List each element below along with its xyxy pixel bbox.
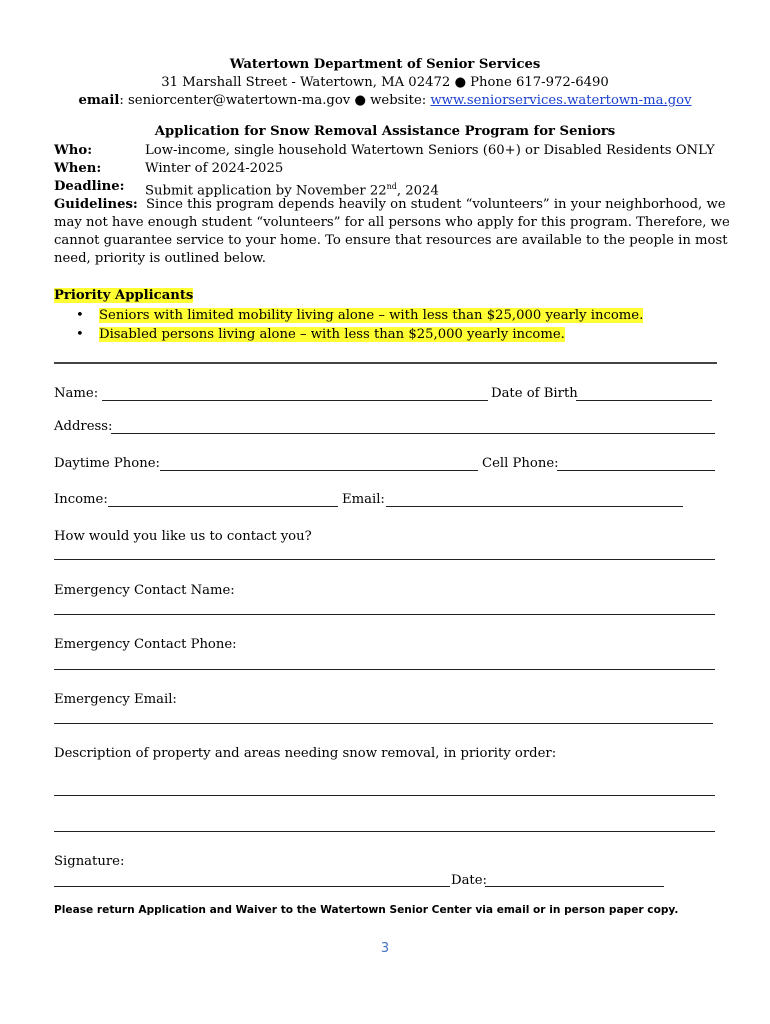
signature-input-line[interactable] [54, 886, 450, 887]
email-and-website-text: : seniorcenter@watertown-ma.gov ● website: [119, 93, 431, 108]
section-divider [54, 362, 717, 364]
org-name: Watertown Department of Senior Services [229, 57, 541, 72]
deadline-ordinal-suffix: nd [386, 182, 397, 191]
description-input-line-1[interactable] [54, 795, 715, 796]
daytime-phone-input-line[interactable] [160, 470, 478, 471]
emergency-contact-phone-label: Emergency Contact Phone: [54, 637, 237, 652]
emergency-contact-phone-input-line[interactable] [54, 669, 715, 670]
dob-label: Date of Birth [491, 386, 578, 401]
emergency-email-input-line[interactable] [54, 723, 713, 724]
name-label: Name: [54, 386, 99, 401]
org-address-line: 31 Marshall Street - Watertown, MA 02472 ● Phone 617-972-6490 [161, 75, 609, 90]
address-label: Address: [54, 419, 113, 434]
bullet-icon: • [76, 327, 84, 342]
return-instructions: Please return Application and Waiver to the Watertown Senior Center via email or in person paper copy. [54, 904, 679, 916]
emergency-contact-name-input-line[interactable] [54, 614, 715, 615]
priority-item-text: Seniors with limited mobility living alone – with less than $25,000 yearly income. [99, 308, 644, 323]
deadline-date-text: Submit application by November 22 [145, 183, 387, 199]
dob-input-line[interactable] [576, 400, 712, 401]
description-input-line-2[interactable] [54, 831, 715, 832]
address-input-line[interactable] [111, 433, 715, 434]
priority-item [70, 325, 643, 344]
page-number: 3 [380, 941, 390, 956]
priority-item-text: Disabled persons living alone – with less than $25,000 yearly income. [99, 327, 565, 342]
guidelines-line-1: Since this program depends heavily on student “volunteers” in your neighborhood, we [146, 197, 726, 212]
priority-item [70, 306, 643, 325]
emergency-email-label: Emergency Email: [54, 692, 177, 707]
website-link[interactable]: www.seniorservices.watertown-ma.gov [430, 93, 692, 108]
program-title: Application for Snow Removal Assistance Program for Seniors [154, 124, 616, 139]
daytime-phone-label: Daytime Phone: [54, 456, 160, 471]
priority-heading [54, 287, 193, 305]
who-label: Who: [54, 143, 93, 158]
contact-question: How would you like us to contact you? [54, 529, 312, 544]
signature-label: Signature: [54, 854, 125, 869]
email-field-label: Email: [342, 492, 385, 507]
priority-list [70, 306, 643, 344]
guidelines-line-4: need, priority is outlined below. [54, 251, 266, 266]
name-input-line[interactable] [102, 400, 488, 401]
contact-preference-input-line[interactable] [54, 559, 715, 560]
cell-phone-input-line[interactable] [557, 470, 715, 471]
cell-phone-label: Cell Phone: [482, 456, 559, 471]
when-label: When: [54, 161, 102, 176]
bullet-icon: • [76, 308, 84, 323]
when-value: Winter of 2024-2025 [145, 161, 284, 176]
email-label: email [78, 93, 120, 108]
deadline-year-text: , 2024 [396, 183, 439, 199]
emergency-contact-name-label: Emergency Contact Name: [54, 583, 235, 598]
income-label: Income: [54, 492, 108, 507]
guidelines-label: Guidelines: [54, 197, 138, 212]
who-value: Low-income, single household Watertown Seniors (60+) or Disabled Residents ONLY [145, 143, 715, 158]
date-input-line[interactable] [485, 886, 664, 887]
deadline-label: Deadline: [54, 179, 125, 194]
date-label: Date: [451, 873, 487, 888]
priority-heading-text: Priority Applicants [54, 288, 194, 303]
org-contact-line [0, 93, 770, 108]
guidelines-line-2: may not have enough student “volunteers” for all persons who apply for this program. Therefore, we [54, 215, 730, 230]
description-label: Description of property and areas needing snow removal, in priority order: [54, 746, 557, 761]
email-input-line[interactable] [386, 506, 683, 507]
guidelines-line-3: cannot guarantee service to your home. To ensure that resources are available to the people in most [54, 233, 728, 248]
income-input-line[interactable] [108, 506, 338, 507]
